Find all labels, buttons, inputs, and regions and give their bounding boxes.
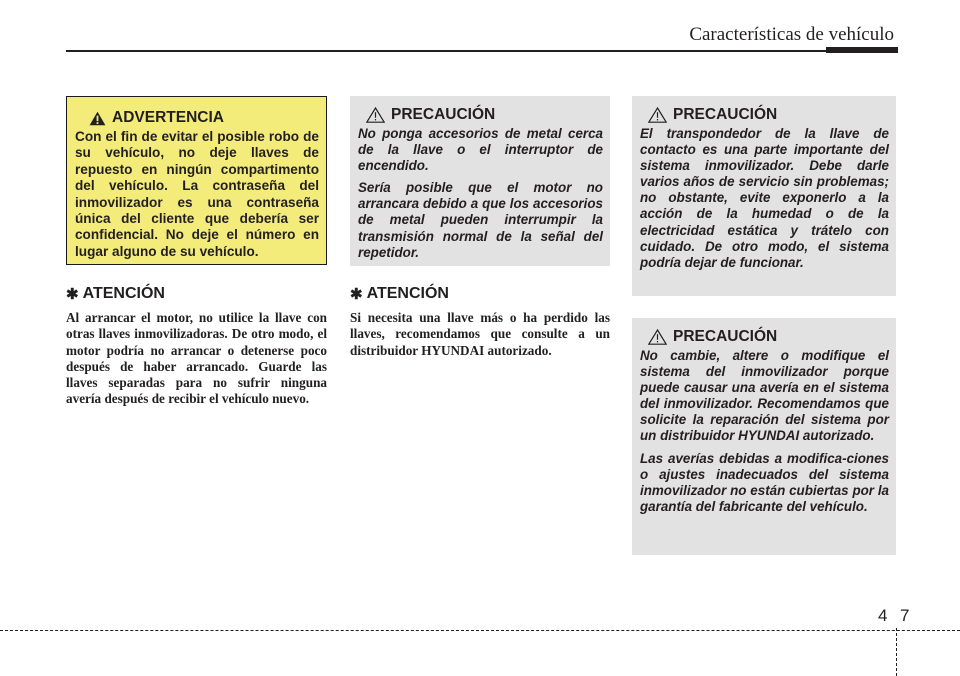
- footer-rule: [0, 630, 960, 631]
- warning-heading: [89, 109, 319, 127]
- caution-triangle-icon: [648, 107, 667, 123]
- caution-3-title: PRECAUCIÓN: [673, 328, 778, 345]
- attention-1-text: Al arrancar el motor, no utilice la llave con otras llaves inmovilizadoras. De otro modo, el motor podría no arrancar o detenerse poco después de haber arrancado. Guarde las llaves separadas para no sufrir ninguna avería después de recibir el vehículo nuevo.: [66, 310, 327, 407]
- page-header-title: Características de vehículo: [689, 24, 894, 45]
- caution-2-heading: [648, 106, 889, 124]
- caution-3-heading: [648, 328, 889, 346]
- attention-1-heading: [66, 285, 165, 303]
- caution-triangle-icon: [366, 107, 385, 123]
- caution-1-heading: [366, 106, 603, 124]
- header-rule: [66, 50, 898, 52]
- footer-divider: [896, 628, 897, 676]
- caution-box-3: [632, 318, 896, 555]
- attention-2-text: Si necesita una llave más o ha perdido las llaves, recomendamos que consulte a un distribuidor HYUNDAI autorizado.: [350, 310, 610, 358]
- chapter-number: 4: [878, 606, 888, 625]
- caution-2-paragraph: El transpondedor de la llave de contacto es una parte importante del sistema inmovilizador. Debe darle varios años de servicio sin problemas; no obstante, evite exponerlo a la acción de la humedad o de la electricidad estática y trátelo con cuidado. De otro modo, el sistema podría dejar de funcionar.: [640, 126, 889, 270]
- warning-text: Con el fin de evitar el posible robo de su vehículo, no deje llaves de repuesto en ningún compartimento del vehículo. La contraseña del inmovilizador es una contraseña única del cliente que debería ser confidencial. No deje el número en lugar alguno de su vehículo.: [75, 129, 319, 259]
- warning-title: ADVERTENCIA: [112, 109, 224, 126]
- warning-triangle-icon: [89, 111, 106, 126]
- caution-box-2: [632, 96, 896, 296]
- caution-3-paragraph: No cambie, altere o modifique el sistema del inmovilizador porque puede causar una avería en el sistema del inmovilizador. Recomendamos que solicite la reparación del sistema por un distribuidor HYUNDAI autorizado.: [640, 348, 889, 444]
- page-number: 7: [900, 606, 910, 625]
- header-rule-accent: [826, 47, 898, 53]
- attention-2-title: ATENCIÓN: [366, 285, 449, 302]
- caution-1-paragraph: No ponga accesorios de metal cerca de la llave o el interruptor de encendido.: [358, 126, 603, 174]
- caution-1-title: PRECAUCIÓN: [391, 106, 496, 123]
- caution-triangle-icon: [648, 329, 667, 345]
- asterisk-icon: ✱: [66, 286, 79, 303]
- warning-box: [66, 96, 327, 265]
- caution-3-paragraph: Las averías debidas a modifica-ciones o ajustes inadecuados del sistema inmovilizador no están cubiertas por la garantía del fabricante del vehículo.: [640, 450, 889, 514]
- attention-2-heading: [350, 285, 449, 303]
- caution-box-1: [350, 96, 610, 266]
- asterisk-icon: ✱: [350, 286, 363, 303]
- caution-2-title: PRECAUCIÓN: [673, 106, 778, 123]
- caution-1-paragraph: Sería posible que el motor no arrancara debido a que los accesorios de metal pueden interrumpir la transmisión normal de la señal del repetidor.: [358, 180, 603, 260]
- attention-1-title: ATENCIÓN: [82, 285, 165, 302]
